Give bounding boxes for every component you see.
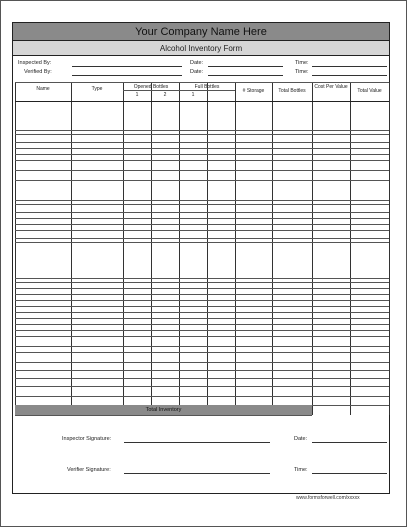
col-name: Name bbox=[36, 86, 50, 92]
col-opened-2: 2 bbox=[163, 92, 167, 98]
inspector-signature-field[interactable] bbox=[124, 442, 270, 443]
date2-field[interactable] bbox=[208, 75, 283, 76]
col-total-value: Total Value bbox=[357, 88, 382, 94]
form-title-text: Alcohol Inventory Form bbox=[159, 43, 243, 53]
table-row-line bbox=[15, 378, 389, 379]
verified-by-field[interactable] bbox=[72, 75, 182, 76]
table-col-divider bbox=[389, 82, 390, 415]
table-row-line bbox=[15, 336, 389, 337]
sig-date-label: Date: bbox=[294, 436, 308, 442]
table-row-line bbox=[15, 224, 389, 225]
table-row-line bbox=[15, 330, 389, 331]
date2-label: Date: bbox=[190, 69, 204, 75]
inspector-signature-label: Inspector Signature: bbox=[62, 436, 112, 442]
table-row-line bbox=[15, 294, 389, 295]
time1-label: Time: bbox=[295, 60, 309, 66]
table-row-line bbox=[15, 242, 389, 243]
table-row-line bbox=[15, 300, 389, 301]
table-row-line bbox=[15, 101, 389, 102]
verifier-signature-label: Verifier Signature: bbox=[67, 467, 111, 473]
sig-time-field[interactable] bbox=[312, 473, 387, 474]
table-row-line bbox=[15, 370, 389, 371]
sig-time-label: Time: bbox=[294, 467, 308, 473]
total-inventory-label: Total Inventory bbox=[145, 407, 182, 413]
time2-field[interactable] bbox=[312, 75, 387, 76]
table-row-line bbox=[15, 154, 389, 155]
company-name bbox=[12, 22, 390, 41]
col-total-bottles: Total Bottles bbox=[278, 88, 306, 94]
table-row-line bbox=[15, 282, 389, 283]
verified-by-label: Verified By: bbox=[24, 69, 52, 75]
table-row-line bbox=[15, 312, 389, 313]
table-row-line bbox=[15, 238, 389, 239]
table-row-line bbox=[15, 204, 389, 205]
table-row-line bbox=[15, 170, 389, 171]
table-row-line bbox=[15, 130, 389, 131]
table-row-line bbox=[15, 288, 389, 289]
table-col-divider bbox=[350, 82, 351, 415]
table-row-line bbox=[15, 324, 389, 325]
company-name-text: Your Company Name Here bbox=[135, 25, 267, 38]
table-row-line bbox=[15, 362, 389, 363]
col-full-1: 1 bbox=[191, 92, 195, 98]
date1-label: Date: bbox=[190, 60, 204, 66]
table-row-line bbox=[15, 278, 389, 279]
table-row-line bbox=[15, 82, 389, 83]
col-full-bottles: Full Bottles bbox=[194, 84, 220, 90]
footer-url: www.formsforwell.com/xxxxx bbox=[296, 495, 360, 501]
inspected-by-field[interactable] bbox=[72, 66, 182, 67]
col-type: Type bbox=[91, 86, 103, 92]
table-row-line bbox=[15, 218, 389, 219]
table-row-line bbox=[15, 318, 389, 319]
col-cost-per-value: Cost Per Value bbox=[314, 84, 348, 90]
col-opened-bottles: Opened Bottles bbox=[133, 84, 169, 90]
inspected-by-label: Inspected By: bbox=[18, 60, 52, 66]
table-row-line bbox=[15, 200, 389, 201]
header-subdivider bbox=[179, 90, 235, 91]
table-row-line bbox=[15, 134, 389, 135]
table-row-line bbox=[15, 306, 389, 307]
table-row-line bbox=[15, 148, 389, 149]
table-row-line bbox=[15, 180, 389, 181]
header-subdivider bbox=[123, 90, 179, 91]
inventory-table bbox=[15, 82, 389, 415]
verifier-signature-field[interactable] bbox=[124, 473, 270, 474]
table-row-line bbox=[15, 352, 389, 353]
table-row-line bbox=[15, 386, 389, 387]
table-col-divider bbox=[312, 82, 313, 415]
col-storage: # Storage bbox=[242, 88, 265, 94]
table-row-line bbox=[15, 415, 312, 416]
time1-field[interactable] bbox=[312, 66, 387, 67]
time2-label: Time: bbox=[295, 69, 309, 75]
table-row-line bbox=[15, 212, 389, 213]
col-opened-1: 1 bbox=[135, 92, 139, 98]
table-row-line bbox=[15, 230, 389, 231]
table-row-line bbox=[15, 346, 389, 347]
sig-date-field[interactable] bbox=[312, 442, 387, 443]
table-row-line bbox=[15, 160, 389, 161]
total-inventory-band bbox=[15, 405, 312, 415]
table-row-line bbox=[15, 396, 389, 397]
date1-field[interactable] bbox=[208, 66, 283, 67]
table-row-line bbox=[15, 142, 389, 143]
form-title bbox=[12, 41, 390, 56]
